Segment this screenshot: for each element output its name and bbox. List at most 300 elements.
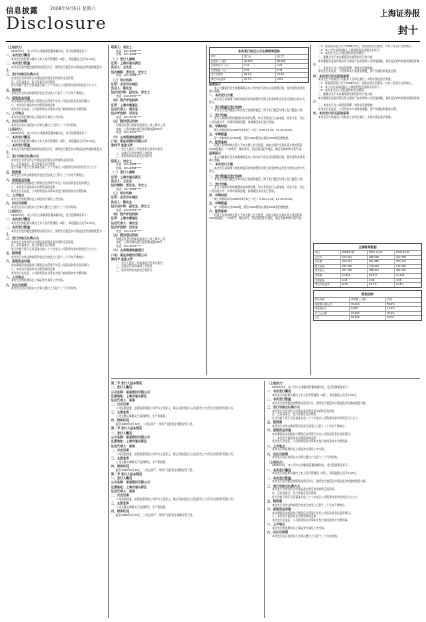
paragraph: 七、本次发行前滚存未分配利润的安排 xyxy=(11,103,56,107)
table-cell: 0.49 xyxy=(368,279,395,283)
paragraph: （二）发行人律师 xyxy=(111,170,136,175)
paragraph: 传真：021-6888**** xyxy=(116,53,142,57)
column-divider xyxy=(108,45,109,618)
table-title: 本次发行前后公司主要财务指标 xyxy=(237,49,280,53)
newspaper-name: 上海证券报 xyxy=(380,8,420,18)
paragraph: 本次发行决议自股东大会审议通过之日起十二个月内有效。 xyxy=(272,534,340,538)
financial-table-1 xyxy=(209,47,309,83)
column-divider xyxy=(310,45,311,375)
paragraph: 注册地址：上海市浦东新区 xyxy=(111,484,148,489)
paragraph: 电话：021-6888**** xyxy=(116,163,142,167)
table-cell: 营业收入 xyxy=(314,269,341,273)
paragraph: （六）主承销商收款银行 xyxy=(111,134,145,139)
text-column-3 xyxy=(209,82,307,374)
paragraph: 截至2008年6月30日，公司总资产、净资产及经营业绩情况见下表。 xyxy=(116,423,195,427)
paragraph: 电话：021-6333**** xyxy=(116,116,142,119)
table-row xyxy=(210,63,308,68)
paragraph: 八、上市地点 xyxy=(6,274,25,279)
paragraph: 电话：021-6888**** xyxy=(116,49,142,53)
paragraph: 本次发行决议自股东大会审议通过之日起十二个月内有效。 xyxy=(11,287,79,291)
paragraph: 法定代表人：某某 xyxy=(111,489,136,494)
paragraph: 每一申购单位为1000股，超过1000股的必须是1000股的整数倍。 xyxy=(214,205,291,209)
paragraph: 电话：021-5870**** xyxy=(116,131,142,135)
paragraph: 截至2008年6月30日，公司总资产、净资产及经营业绩情况见下表。 xyxy=(116,468,195,472)
table-cell: 4.05 xyxy=(277,64,283,68)
table-cell: 合计 xyxy=(314,316,350,320)
paragraph: 户名：某证券股份有限公司 xyxy=(111,252,148,257)
paragraph: 五、限售期 xyxy=(6,251,22,256)
section-title: Disclosure xyxy=(6,14,107,34)
table-cell: 资产负债率 xyxy=(210,73,243,77)
paragraph: 一、本次发行方案 xyxy=(209,162,234,167)
table-cell: 100% xyxy=(387,316,394,320)
paragraph: 本次发行的股票为境内上市人民币普通股（A股），每股面值人民币1.00元。 xyxy=(272,472,359,476)
paragraph: 传真：021-6888**** xyxy=(116,166,142,170)
paragraph: 经办会计师：赵先生、孙女士 xyxy=(111,204,151,209)
paragraph: 本次发行的股票为境内上市人民币普通股（A股），每股面值人民币1.00元。 xyxy=(11,139,98,143)
table-row xyxy=(210,59,308,64)
table-cell: 项目 xyxy=(314,251,341,255)
table-cell: 6,600 xyxy=(350,307,386,311)
table-row xyxy=(314,255,421,260)
column-divider xyxy=(206,45,207,375)
paragraph: 发行人和保荐机构根据初步询价结果，综合考虑发行人基本面、所处行业、可比公司估值水平、市场环境等因素，协商确定本次发行价格。 xyxy=(209,186,305,193)
paragraph: 电话：010-6555**** xyxy=(116,95,142,99)
paragraph: 本次募集资金投资项目符合国家产业政策和公司发展战略，具有良好的市场前景和经济效益。 xyxy=(313,96,420,104)
table-cell: 3.12 xyxy=(243,64,276,68)
table-title: 主要财务数据 xyxy=(358,245,377,249)
financial-table-2 xyxy=(313,243,422,288)
paragraph: 中国证券登记结算有限责任公司上海分公司 xyxy=(116,123,166,127)
paragraph: 二、法律意见书和律师工作报告 xyxy=(116,265,153,269)
paragraph: 三、主营业务 xyxy=(111,455,130,460)
table-row xyxy=(210,77,308,82)
paragraph: 一、本次发行概况 xyxy=(267,388,292,393)
paragraph: 经办评估师：吴先生 xyxy=(111,111,139,116)
paragraph: 公司系经批准，由某集团有限公司作为主发起人，联合其他发起人以发起设立方式设立的股份有限公司。 xyxy=(116,452,236,456)
paragraph: 本次发行完成后，公司新老股东共享本次发行前的滚存未分配利润。 xyxy=(272,518,350,522)
paragraph: 第四节 备查文件 xyxy=(111,143,134,148)
paragraph: 负责人：陈先生 xyxy=(111,86,133,91)
paragraph: 二、本次发行数量 xyxy=(6,224,31,229)
paragraph: 本次发行方案尚需公司股东大会审议通过，并报中国证监会核准。 xyxy=(318,115,394,119)
paragraph: 若网上有效申购总量大于本次网上发行数量，则由交易所交易系统主机按照每1000股确定一个申购号，顺序排号，然后通过摇号抽签，确定有效申购中签号码。 xyxy=(209,144,304,151)
paragraph: 网上申购时间为2008年9月8日（T日）9:30-11:30，13:00-15:00。 xyxy=(214,197,295,201)
section-category: 信息披露 xyxy=(6,6,38,15)
paragraph: 三、发行对象及认购方式 xyxy=(6,236,40,241)
paragraph: 公司主要从事相关产品的研发、生产和销售。 xyxy=(116,506,168,510)
paragraph: 本次发行的股票将在上海证券交易所上市交易。 xyxy=(272,526,327,530)
paragraph: 二、本次发行数量 xyxy=(267,396,292,401)
paragraph: 2008年9月，本公司与主承销商签署承销协议，发行股票事宜如下： xyxy=(272,385,351,389)
table-cell: 201,336 xyxy=(341,269,368,273)
table-cell: 0.35 xyxy=(396,278,402,282)
paragraph: 四、申购时间 xyxy=(209,192,228,197)
paragraph: 经办律师：张先生、李女士 xyxy=(111,183,148,188)
table-cell: 18,000 xyxy=(350,312,386,316)
table-row xyxy=(314,311,421,316)
paragraph: 六、配售原则 xyxy=(209,208,228,213)
paragraph: 网上申购时间为2008年9月8日（T日）9:30-11:30，13:00-15:00。 xyxy=(214,128,295,132)
paragraph: 住所：上海市黄浦区 xyxy=(111,216,139,221)
table-cell: 持股数（万股） xyxy=(350,298,386,302)
paragraph: 发行人和保荐机构根据初步询价结果，综合考虑发行人基本面、所处行业、可比公司估值水平、市场环境等因素，协商确定本次发行价格。 xyxy=(209,117,305,124)
paragraph: 法定代表人：某某 xyxy=(111,398,136,403)
paragraph: 本次发行的股票为境内上市人民币普通股（A股），每股面值人民币1.00元。 xyxy=(272,393,359,397)
paragraph: （上接封九） xyxy=(6,45,25,49)
table-cell: 59.0% xyxy=(387,302,395,306)
paragraph: 联系人：刘女士 xyxy=(111,45,133,49)
paragraph: 三、主营业务 xyxy=(111,501,130,506)
paragraph: 二、历史沿革 xyxy=(111,493,130,498)
paragraph: 本次募集资金扣除发行费用后全部用于补充公司流动资金及投资项目。 xyxy=(11,100,92,104)
table-cell: 比例 xyxy=(387,298,392,301)
paragraph: 四、定价基准日、发行价格及定价原则 xyxy=(11,80,56,84)
paragraph: 八、上市地点 xyxy=(267,443,286,448)
paragraph: 负责人：陈先生 xyxy=(111,199,133,204)
paragraph: 二、发行数量及发行结构 xyxy=(209,173,243,178)
paragraph: 二、本次发行数量 xyxy=(6,60,31,65)
paragraph: 本次发行完成后，公司新老股东共享本次发行前的滚存未分配利润。 xyxy=(11,189,89,193)
paragraph: （1）某集团有限公司于2008年9月，在相关规定范围内，与本公司签订认购协议。 xyxy=(318,82,414,86)
paragraph: 地址：上海市浦东新区陆家嘴东路166号 xyxy=(116,127,163,131)
paragraph: 六、募集资金用途 xyxy=(267,428,292,433)
paragraph: 六、募集资金用途 xyxy=(6,259,31,264)
paragraph: 一、发行人概况 xyxy=(111,430,133,435)
table-cell: 11.0% xyxy=(387,307,395,311)
paragraph: 六、配售原则 xyxy=(209,139,228,144)
paragraph: 本次发行股份数量按照相关规定执行，最终发行数量以中国证监会核准的数量为准。 xyxy=(6,229,102,236)
table-cell: 社会公众股 xyxy=(314,312,350,316)
table-cell: 总负债 xyxy=(314,260,341,264)
paragraph: 三、发行价格 xyxy=(209,181,228,186)
paragraph: 九、决议有效期 xyxy=(6,200,28,205)
paragraph: 本次发行完成后，公司资本实力将得到增强，资产负债结构更加合理。 xyxy=(318,70,399,74)
paragraph: 负责人：王先生 xyxy=(111,65,133,70)
paragraph: 本次发行对象认购的股份自发行结束之日起十二个月内不得转让。 xyxy=(272,503,348,507)
paragraph: 住所：北京市东城区 xyxy=(111,195,139,200)
shareholding-table xyxy=(313,290,422,321)
paragraph: 本次发行采取网下向机构投资者询价配售与网上资金申购定价发行相结合的方式进行。 xyxy=(209,97,305,105)
paragraph: 五、限售期 xyxy=(6,169,22,174)
paragraph: 八、上市地点 xyxy=(267,522,286,527)
paragraph: （六）主承销商收款银行 xyxy=(111,248,145,253)
table-cell: 2008.6.30 xyxy=(341,251,368,255)
paragraph: 二、历史沿革 xyxy=(111,402,130,407)
paragraph: 电话：021-5888**** xyxy=(116,74,142,78)
table-cell: 其他发起人 xyxy=(314,307,350,311)
paragraph: 二、董事会关于本次募集资金使用的可行性分析 xyxy=(318,93,373,97)
paragraph: （四）资产评估机构 xyxy=(111,212,139,217)
paragraph: 七、本次发行前滚存未分配利润的安排 xyxy=(272,515,317,519)
table-cell: 291,880 xyxy=(368,260,395,264)
table-cell: 301,556 xyxy=(396,269,406,273)
paragraph: 七、本次发行前滚存未分配利润的安排 xyxy=(272,436,317,440)
paragraph: 本次发行的股票为境内上市人民币普通股（A股），每股面值人民币1.00元。 xyxy=(11,57,98,61)
paragraph: 电话：010-6555**** xyxy=(116,208,142,212)
paragraph: 四、定价基准日、发行价格及定价原则 xyxy=(272,413,317,417)
paragraph: 公司主要从事相关产品的研发、生产和销售。 xyxy=(116,415,168,419)
paragraph: 四、本次发行涉及报批事项 xyxy=(313,110,350,115)
table-row xyxy=(314,315,421,320)
paragraph: （3）本次发行后公司股权结构变动情况。 xyxy=(318,89,367,93)
paragraph: 本次发行对象认购的股份自发行结束之日起十二个月内不得转让。 xyxy=(11,174,87,178)
paragraph: 户名：某证券股份有限公司 xyxy=(111,138,148,143)
table-cell: 60,000 xyxy=(350,316,386,320)
table-row xyxy=(210,72,308,77)
paragraph: 重要提示 xyxy=(209,151,222,156)
section-divider xyxy=(111,378,420,379)
table-cell: 35,400 xyxy=(350,303,386,307)
paragraph: 本次发行的股票为境内上市人民币普通股（A股），每股面值人民币1.00元。 xyxy=(11,221,98,225)
paragraph: 五、申购数量 xyxy=(209,131,228,136)
text-column-2 xyxy=(111,45,203,375)
paragraph: 负责人：王先生 xyxy=(111,178,133,183)
paragraph: 公司系经批准，由某集团有限公司作为主发起人，联合其他发起人以发起设立方式设立的股份有限公司。 xyxy=(116,498,236,502)
paragraph: 三、发行价格 xyxy=(209,112,228,117)
paragraph: 三、发行对象及认购方式 xyxy=(6,72,40,77)
table-cell: 523,411 xyxy=(341,256,368,260)
text-column-5 xyxy=(111,381,261,618)
paragraph: 公司名称：某某股份有限公司 xyxy=(111,435,151,440)
table-cell: 每股收益（元） xyxy=(210,69,243,73)
paragraph: （三）审计机构 xyxy=(111,191,133,196)
paragraph: 本次发行股份数量按照相关规定执行，最终发行数量以中国证监会核准的数量为准。 xyxy=(6,147,102,154)
paragraph: 发行价格不低于定价基准日前二十个交易日公司股票交易均价的百分之九十。 xyxy=(272,495,361,499)
paragraph: 本次募集资金扣除发行费用后全部用于补充公司流动资金及投资项目。 xyxy=(272,511,353,515)
paragraph: 电话：021-6333**** xyxy=(116,229,142,233)
page-label: 封十 xyxy=(398,26,418,37)
paragraph: 一、本次发行概况 xyxy=(6,134,31,139)
table-cell: 16.7% xyxy=(243,78,276,82)
paragraph: 三、发行对象及认购方式 xyxy=(6,154,40,159)
table-cell: 股东名称 xyxy=(314,298,350,302)
paragraph: 一、发行人最近三年财务报告及审计报告 xyxy=(116,147,163,151)
paragraph: 二、历史沿革 xyxy=(111,447,130,452)
paragraph: 三、本次发行对公司经营管理、财务状况的影响 xyxy=(318,103,373,107)
table-row xyxy=(314,250,421,255)
paragraph: 本次发行对象为符合中国证监会规定条件的特定投资者。 xyxy=(11,158,76,162)
paragraph: 住所：上海市浦东新区 xyxy=(111,60,142,65)
paragraph: 第二节 发行人基本情况 xyxy=(111,471,143,476)
table-cell: 项目 xyxy=(210,55,243,59)
table-row xyxy=(314,264,421,269)
table-cell: 0.52 xyxy=(243,69,276,73)
paragraph: 一、本次发行概况 xyxy=(267,467,292,472)
paragraph: 住所：上海市浦东新区 xyxy=(111,174,142,179)
paragraph: 经办会计师：赵先生、孙女士 xyxy=(111,90,151,95)
table-cell: 250,174 xyxy=(396,260,406,264)
paragraph: 本次发行股份数量按照相关规定执行，最终发行数量以中国证监会核准的数量为准。 xyxy=(272,480,368,484)
paragraph: 本次发行股份数量为本次发行的最终数量，网下发行数量与网上发行数量之和。 xyxy=(214,109,305,113)
paragraph: 每一申购单位为1000股，超过1000股的必须是1000股的整数倍。 xyxy=(214,136,291,140)
paragraph: （2）本公司与实际控制人之间的股权及控制关系如下。 xyxy=(318,48,382,52)
paragraph: 注册地址：上海市浦东新区 xyxy=(111,393,148,398)
paragraph: 中国证券登记结算有限责任公司上海分公司 xyxy=(116,237,166,241)
text-column-6 xyxy=(267,381,420,618)
table-cell: 净资产收益率 xyxy=(210,78,243,82)
paragraph: 本次发行对象为符合中国证监会规定条件的特定投资者。 xyxy=(11,240,76,244)
paragraph: 四、财务状况 xyxy=(111,463,130,468)
paragraph: 本次发行对象认购的股份自发行结束之日起十二个月内不得转让。 xyxy=(11,92,87,96)
table-row xyxy=(314,282,421,287)
table-cell: 某集团有限公司 xyxy=(314,303,350,307)
table-row xyxy=(210,54,308,59)
paragraph: 第二节 发行人基本情况 xyxy=(111,426,143,431)
paragraph: 本次发行股份数量为本次发行的最终数量，网下发行数量与网上发行数量之和。 xyxy=(214,178,305,182)
paragraph: 九、决议有效期 xyxy=(6,282,28,287)
paragraph: 联系人：刘女士 xyxy=(111,158,133,163)
paragraph: 本次募集资金扣除发行费用后全部用于补充公司流动资金及投资项目。 xyxy=(11,182,92,186)
paragraph: 一、发行人概况 xyxy=(111,385,133,390)
table-cell: 0.26 xyxy=(341,279,368,283)
table-cell: 每股收益 xyxy=(314,279,341,283)
paragraph: 电话：021-5870**** xyxy=(116,244,142,248)
paragraph: （上接封九） xyxy=(6,208,25,213)
paragraph: 本次发行的股票将在上海证券交易所上市交易。 xyxy=(11,115,66,119)
table-cell: 30.0% xyxy=(387,311,395,315)
paragraph: （2）本公司与实际控制人之间的股权及控制关系如下。 xyxy=(318,85,382,89)
paragraph: 2008年9月，本公司与主承销商签署承销协议，发行股票事宜如下： xyxy=(11,131,90,135)
paragraph: 一、发行人最近三年财务报告及审计报告 xyxy=(116,261,163,265)
table-cell: 29,477 xyxy=(368,274,395,278)
paragraph: 本次发行股份数量按照相关规定执行，最终发行数量以中国证监会核准的数量为准。 xyxy=(6,65,102,72)
table-cell: 60,000 xyxy=(243,60,276,64)
paragraph: （1）某集团有限公司于2008年9月，在相关规定范围内，与本公司签订认购协议。 xyxy=(318,45,414,48)
paragraph: 电话：021-5888**** xyxy=(116,187,142,191)
paragraph: 本次发行采取网下向机构投资者询价配售与网上资金申购定价发行相结合的方式进行。 xyxy=(209,167,305,174)
paragraph: 本公司董事会及全体董事保证本公告内容不存在任何虚假记载、误导性陈述或者重大遗漏。 xyxy=(209,86,305,93)
paragraph: 二、本次发行数量 xyxy=(6,142,31,147)
table-cell: 498,206 xyxy=(368,256,395,260)
paragraph: 本次发行决议自股东大会审议通过之日起十二个月内有效。 xyxy=(11,123,79,127)
paragraph: 三、主营业务 xyxy=(111,410,130,415)
paragraph: 2008年9月，本公司与主承销商签署承销协议，发行股票事宜如下： xyxy=(11,213,90,217)
text-column-4 xyxy=(313,45,420,240)
paragraph: 四、定价基准日、发行价格及定价原则 xyxy=(272,491,317,495)
table-cell: 发行前 xyxy=(243,55,276,59)
header-rule xyxy=(6,41,420,42)
table-cell: 2007.12.31 xyxy=(368,251,395,255)
paragraph: 四、定价基准日、发行价格及定价原则 xyxy=(11,162,56,166)
paragraph: 本次发行对象为符合中国证监会规定条件的特定投资者。 xyxy=(272,409,337,413)
paragraph: 六、募集资金用途 xyxy=(6,95,31,100)
paragraph: （上接封九） xyxy=(267,459,286,464)
table-cell: 9.6% xyxy=(277,77,284,81)
paragraph: 地址：上海市浦东新区陆家嘴东路166号 xyxy=(116,241,163,245)
table-cell: 0.39 xyxy=(277,68,283,72)
table-cell: 14.8% xyxy=(396,283,404,287)
issue-date: 2008年9月6日 星期六 xyxy=(50,7,96,12)
paragraph: 第二节 发行人基本情况 xyxy=(111,381,143,385)
paragraph: （五）股份登记机构 xyxy=(111,232,139,237)
paragraph: 公司主要从事相关产品的研发、生产和销售。 xyxy=(116,460,168,464)
table-cell: 每股净资产（元） xyxy=(210,64,243,68)
paragraph: 三、保荐机构出具的发行保荐书 xyxy=(116,155,153,159)
paragraph: 二、董事会关于本次募集资金使用的可行性分析 xyxy=(318,56,373,60)
table-cell: 176,902 xyxy=(368,265,395,269)
paragraph: （上接封九） xyxy=(267,381,286,385)
table-cell: 8.4% xyxy=(341,283,368,287)
table-title: 股权结构 xyxy=(361,292,374,296)
table-cell: 总资产 xyxy=(314,256,341,260)
paragraph: （四）资产评估机构 xyxy=(111,98,139,103)
paragraph: 三、发行对象及认购方式 xyxy=(267,404,301,409)
paragraph: 四、申购时间 xyxy=(209,123,228,128)
table-cell: 净利润 xyxy=(314,274,341,278)
paragraph: 重要提示 xyxy=(209,82,222,86)
paragraph: （3）本次发行后公司股权结构变动情况。 xyxy=(318,52,367,56)
masthead xyxy=(6,4,420,40)
paragraph: 九、决议有效期 xyxy=(267,451,289,456)
table-row xyxy=(314,302,421,307)
table-cell: 股东权益 xyxy=(314,265,341,269)
paragraph: 七、本次发行前滚存未分配利润的安排 xyxy=(11,185,56,189)
paragraph: （五）股份登记机构 xyxy=(111,119,139,124)
paragraph: 四、财务状况 xyxy=(111,418,130,423)
paragraph: 发行价格不低于定价基准日前二十个交易日公司股票交易均价的百分之九十。 xyxy=(11,166,100,170)
table-cell: 15,802 xyxy=(341,274,368,278)
table-row xyxy=(314,306,421,311)
table-cell: 发行后 xyxy=(277,55,285,58)
paragraph: 公司名称：某某股份有限公司 xyxy=(111,389,151,394)
paragraph: 本次发行完成后，公司新老股东共享本次发行前的滚存未分配利润。 xyxy=(272,440,350,444)
paragraph: 二、法律意见书和律师工作报告 xyxy=(116,151,153,155)
table-cell: 58.2% xyxy=(243,73,276,77)
paragraph: 本次发行股份数量按照相关规定执行，最终发行数量以中国证监会核准的数量为准。 xyxy=(272,401,368,405)
paragraph: 二、本次发行数量 xyxy=(267,475,292,480)
table-cell: 388,421 xyxy=(368,269,395,273)
paragraph: 截至2008年6月30日，公司总资产、净资产及经营业绩情况见下表。 xyxy=(116,514,195,518)
paragraph: 本公司董事会及全体董事保证本公告内容不存在任何虚假记载、误导性陈述或者重大遗漏。 xyxy=(209,155,305,163)
paragraph: 本次发行的股票将在上海证券交易所上市交易。 xyxy=(272,448,327,452)
paragraph: 五、申购数量 xyxy=(209,200,228,205)
table-cell: 304,227 xyxy=(341,260,368,264)
table-cell: 412,558 xyxy=(396,255,406,259)
paragraph: 三、发行对象及认购方式 xyxy=(267,483,301,488)
table-row xyxy=(314,259,421,264)
paragraph: 公司系经批准，由某集团有限公司作为主发起人，联合其他发起人以发起设立方式设立的股份有限公司。 xyxy=(116,407,236,411)
paragraph: 住所：北京市东城区 xyxy=(111,81,139,86)
text-column-1 xyxy=(6,45,106,620)
paragraph: 2008年9月，本公司与主承销商签署承销协议，发行股票事宜如下： xyxy=(272,464,351,468)
paragraph: 四、定价基准日、发行价格及定价原则 xyxy=(11,244,56,248)
paragraph: 一、发行人概况 xyxy=(111,476,133,481)
paragraph: 公司名称：某某股份有限公司 xyxy=(111,480,151,485)
column-divider xyxy=(264,381,265,618)
paragraph: 法定代表人：某某 xyxy=(111,443,136,448)
paragraph: 五、限售期 xyxy=(267,498,283,503)
paragraph: 八、上市地点 xyxy=(6,110,25,115)
table-cell: 21,094 xyxy=(396,273,405,277)
paragraph: 经办律师：张先生、李女士 xyxy=(111,69,148,74)
paragraph: 本次发行完成后，公司新老股东共享本次发行前的滚存未分配利润。 xyxy=(11,271,89,275)
paragraph: 本次发行决议自股东大会审议通过之日起十二个月内有效。 xyxy=(11,205,79,209)
paragraph: 本次发行的股票将在上海证券交易所上市交易。 xyxy=(11,197,66,201)
paragraph: 若网上有效申购总量大于本次网上发行数量，则由交易所交易系统主机按照每1000股确定一个申购号，顺序排号，然后通过摇号抽签，确定有效申购中签号码。 xyxy=(209,213,304,220)
paragraph: 二、发行数量及发行结构 xyxy=(209,104,243,109)
paragraph: 五、限售期 xyxy=(267,420,283,425)
paragraph: 本次募集资金投资项目符合国家产业政策和公司发展战略，具有良好的市场前景和经济效益。 xyxy=(313,59,420,67)
table-cell: 142,381 xyxy=(396,264,406,268)
table-cell: 80,000 xyxy=(277,59,286,63)
paragraph: 本次发行对象认购的股份自发行结束之日起十二个月内不得转让。 xyxy=(11,256,87,260)
table-cell: 187,240 xyxy=(341,265,368,269)
table-cell: 43.6% xyxy=(277,73,285,77)
paragraph: 发行价格不低于定价基准日前二十个交易日公司股票交易均价的百分之九十。 xyxy=(11,84,100,88)
paragraph: 五、限售期 xyxy=(6,87,22,92)
table-cell: 16.7% xyxy=(368,283,395,287)
